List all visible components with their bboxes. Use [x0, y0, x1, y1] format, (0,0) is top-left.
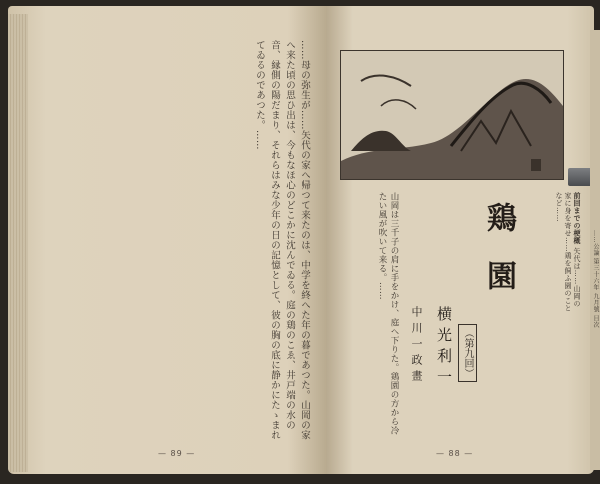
installment-label: （第九回） [458, 324, 477, 382]
right-page-body-text: 山岡は三千子の肩に手をかけ、庭へ下りた。鶏園の方から冷たい風が吹いて来る。…… [377, 192, 399, 435]
landscape-drawing [341, 51, 563, 179]
synopsis-text: 矢代は……山岡の家に身を寄せ……鶏を飼ふ園のことなど…… [555, 192, 581, 312]
next-page-edge [590, 30, 600, 470]
page-edges [8, 14, 28, 472]
right-page [326, 6, 594, 474]
synopsis-heading: 前回までの梗概 [573, 192, 582, 245]
next-page-strip-text: ……公論 第三十六年 九月號 目次 [592, 230, 599, 329]
ink-landscape-illustration [340, 50, 564, 180]
illustrator-name: 中川一政畫 [410, 306, 423, 386]
author-name: 横光利一 [435, 306, 453, 390]
right-page-number: — 88 — [436, 449, 474, 458]
left-page [8, 6, 326, 474]
left-page-number: — 89 — [158, 449, 196, 458]
story-title: 鶏園 [481, 202, 516, 318]
left-page-body-text: ……母の弥生が……矢代の家へ帰つて来たのは、中学を終へた年の暮であつた。山岡の家へ来た頃の思ひ出は、今もなほ心のどこかに沈んでゐる。庭の鶏のこゑ、井戸端の水の音、縁側の陽だまり、それらはみな少年の日の記憶として、彼の胸の底に静かにたゝまれてゐるのであつた。…… [254, 40, 310, 440]
open-book [8, 6, 594, 478]
